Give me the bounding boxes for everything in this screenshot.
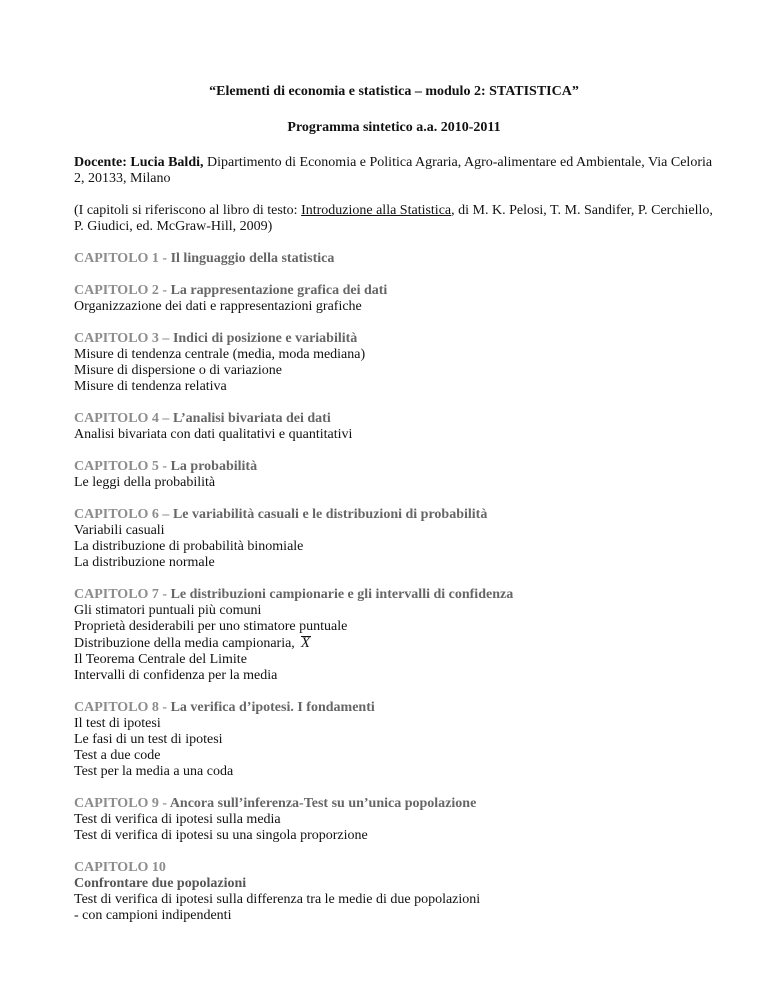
chapter-5 xyxy=(74,459,714,491)
chapter-title: L’analisi bivariata dei dati xyxy=(172,411,331,426)
chapter-heading xyxy=(74,459,714,475)
document-subtitle: Programma sintetico a.a. 2010-2011 xyxy=(287,120,501,135)
chapter-item: Test per la media a una coda xyxy=(74,764,234,779)
chapter-heading xyxy=(74,331,714,347)
chapter-item: Proprietà desiderabili per uno stimatore puntuale xyxy=(74,619,348,634)
chapter-number: CAPITOLO 7 - xyxy=(74,587,171,602)
document-title: “Elementi di economia e statistica – modulo 2: STATISTICA” xyxy=(209,84,579,99)
chapter-item: Gli stimatori puntuali più comuni xyxy=(74,603,262,618)
chapter-item: Misure di tendenza centrale (media, moda mediana) xyxy=(74,347,366,362)
chapter-6 xyxy=(74,507,714,571)
reference-prefix: (I capitoli si riferiscono al libro di testo: xyxy=(74,203,302,218)
chapter-number: CAPITOLO 4 – xyxy=(74,411,173,426)
chapter-title: La verifica d’ipotesi. I fondamenti xyxy=(170,700,375,715)
chapter-3 xyxy=(74,331,714,395)
reference-suffix: , di M. K. Pelosi, T. M. Sandifer, P. Cerchiello, P. Giudici, ed. McGraw-Hill, 2009) xyxy=(74,203,713,234)
chapter-1 xyxy=(74,251,714,267)
chapter-title: La probabilità xyxy=(170,459,258,474)
chapter-item: - con campioni indipendenti xyxy=(74,908,232,923)
chapter-item: Le fasi di un test di ipotesi xyxy=(74,732,223,747)
chapter-item xyxy=(74,635,714,652)
chapter-number: CAPITOLO 9 - xyxy=(74,796,170,811)
document-page xyxy=(74,84,714,940)
chapter-item: Test di verifica di ipotesi sulla media xyxy=(74,812,281,827)
chapter-number: CAPITOLO 5 - xyxy=(74,459,171,474)
teacher-label: Docente: Lucia Baldi, xyxy=(74,155,204,170)
chapter-number: CAPITOLO 3 – xyxy=(74,331,173,346)
chapter-heading xyxy=(74,251,714,267)
chapter-title: Indici di posizione e variabilità xyxy=(172,331,358,346)
book-title: Introduzione alla Statistica xyxy=(301,203,452,218)
chapter-number: CAPITOLO 6 – xyxy=(74,507,173,522)
chapter-item: La distribuzione normale xyxy=(74,555,215,570)
chapter-item: Variabili casuali xyxy=(74,523,165,538)
chapter-heading xyxy=(74,860,714,876)
chapter-item: Intervalli di confidenza per la media xyxy=(74,668,278,683)
chapter-item: La distribuzione di probabilità binomiale xyxy=(74,539,304,554)
teacher-paragraph xyxy=(74,155,714,187)
chapter-title: Ancora sull’inferenza-Test su un’unica popolazione xyxy=(169,796,477,811)
chapter-title: Le distribuzioni campionarie e gli intervalli di confidenza xyxy=(170,587,514,602)
chapter-number: CAPITOLO 2 - xyxy=(74,283,171,298)
chapter-item: Organizzazione dei dati e rappresentazioni grafiche xyxy=(74,299,362,314)
reference-paragraph xyxy=(74,203,714,235)
teacher-text: Dipartimento di Economia e Politica Agraria, Agro-alimentare ed Ambientale, Via Celoria 2, 20133, Milano xyxy=(74,155,713,186)
chapter-item-text: Distribuzione della media campionaria, xyxy=(74,636,295,651)
chapter-heading xyxy=(74,587,714,603)
chapter-item: Misure di dispersione o di variazione xyxy=(74,363,283,378)
chapter-item: Le leggi della probabilità xyxy=(74,475,216,490)
chapter-item: Test a due code xyxy=(74,748,161,763)
chapter-title: Il linguaggio della statistica xyxy=(170,251,335,266)
chapter-number: CAPITOLO 10 xyxy=(74,860,166,875)
chapter-10 xyxy=(74,860,714,924)
chapter-title: Confrontare due popolazioni xyxy=(74,876,247,891)
chapter-4 xyxy=(74,411,714,443)
chapter-item: Il test di ipotesi xyxy=(74,716,161,731)
chapter-2 xyxy=(74,283,714,315)
chapter-heading xyxy=(74,700,714,716)
chapter-heading xyxy=(74,411,714,427)
chapter-item: Test di verifica di ipotesi su una singola proporzione xyxy=(74,828,368,843)
chapter-7 xyxy=(74,587,714,684)
chapter-item: Analisi bivariata con dati qualitativi e quantitativi xyxy=(74,427,353,442)
chapter-heading xyxy=(74,283,714,299)
chapter-item: Test di verifica di ipotesi sulla differenza tra le medie di due popolazioni xyxy=(74,892,481,907)
sample-mean-symbol: X xyxy=(300,635,310,651)
chapter-item: Il Teorema Centrale del Limite xyxy=(74,652,247,667)
chapter-heading xyxy=(74,507,714,523)
chapter-9 xyxy=(74,796,714,844)
chapter-8 xyxy=(74,700,714,780)
chapter-number: CAPITOLO 8 - xyxy=(74,700,171,715)
chapter-item: Misure di tendenza relativa xyxy=(74,379,227,394)
chapter-title: Le variabilità casuali e le distribuzioni di probabilità xyxy=(172,507,488,522)
chapter-title: La rappresentazione grafica dei dati xyxy=(170,283,388,298)
chapter-number: CAPITOLO 1 - xyxy=(74,251,171,266)
chapter-heading xyxy=(74,796,714,812)
